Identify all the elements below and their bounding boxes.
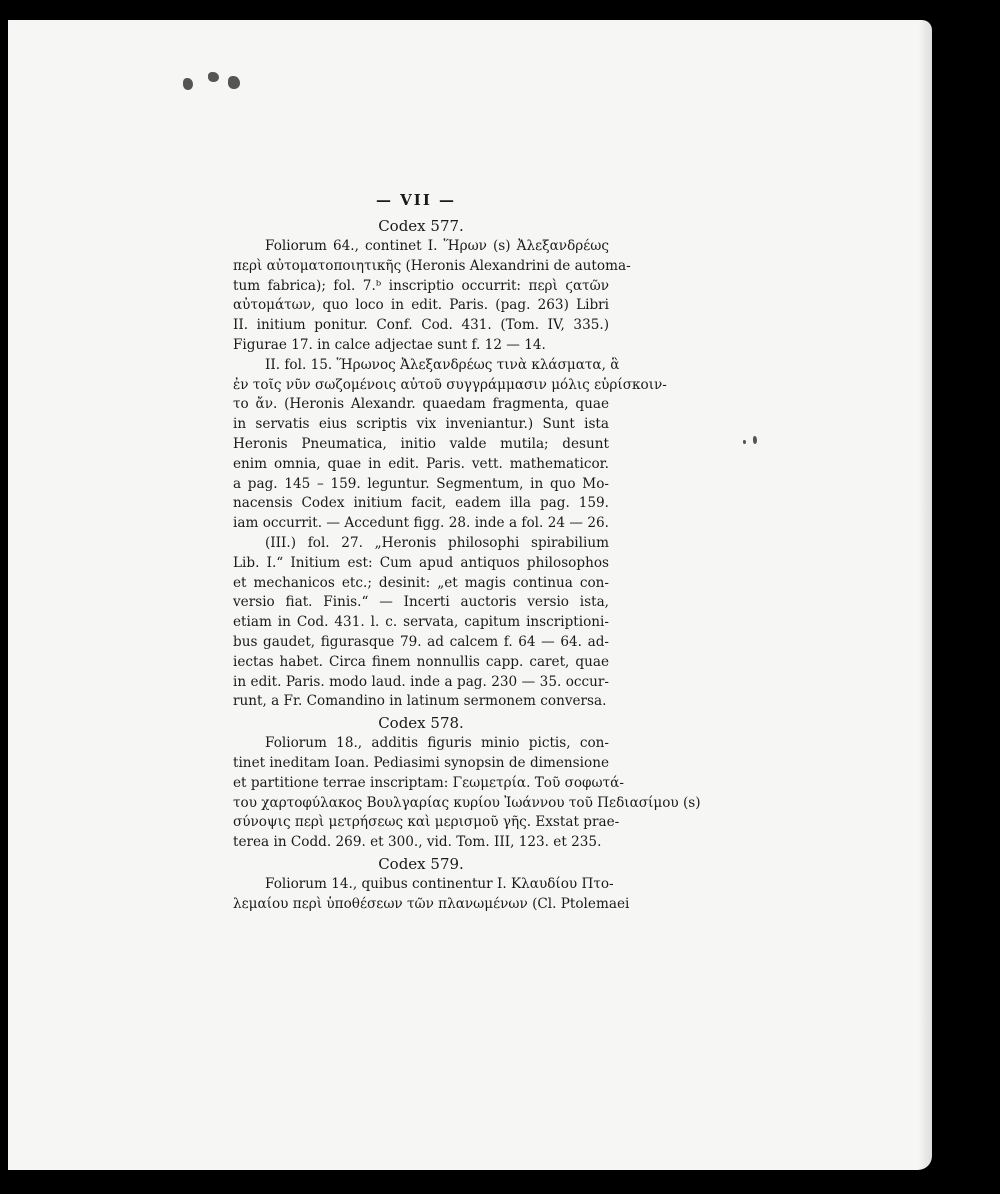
text-line: Heronis Pneumatica, initio valde mutila; desunt <box>233 435 609 452</box>
ink-speck <box>743 440 746 444</box>
book-page <box>8 20 932 1170</box>
text-line: λεμαίου περὶ ὑποθέσεων τῶν πλανωμένων (Cl. Ptolemaei <box>233 895 630 912</box>
text-line: in servatis eius scriptis vix inveniantur.) Sunt ista <box>233 416 609 433</box>
text-line: runt, a Fr. Comandino in latinum sermonem conversa. <box>233 693 607 710</box>
text-line: et mechanicos etc.; desinit: „et magis continua con- <box>233 574 609 591</box>
text-line: tum fabrica); fol. 7.ᵇ inscriptio occurrit: περὶ ϛατῶν <box>233 277 609 294</box>
page-edge-shadow <box>918 20 932 1170</box>
ink-speck <box>753 436 757 444</box>
page-number: — VII — <box>375 191 457 209</box>
text-line: II. initium ponitur. Conf. Cod. 431. (Tom. IV, 335.) <box>233 317 609 334</box>
page-text <box>233 185 701 915</box>
text-line: in edit. Paris. modo laud. inde a pag. 230 — 35. occur- <box>233 673 609 690</box>
ink-speck <box>228 76 240 89</box>
text-line: σύνοψις περὶ μετρήσεως καὶ μερισμοῦ γῆς. Exstat prae- <box>233 814 620 831</box>
text-line: Foliorum 18., additis figuris minio pictis, con- <box>265 735 609 752</box>
text-line: enim omnia, quae in edit. Paris. vett. mathematicor. <box>233 455 609 472</box>
text-line: (III.) fol. 27. „Heronis philosophi spirabilium <box>265 534 609 551</box>
ink-speck <box>183 78 193 90</box>
text-line: terea in Codd. 269. et 300., vid. Tom. III, 123. et 235. <box>233 834 602 851</box>
text-line: bus gaudet, figurasque 79. ad calcem f. 64 — 64. ad- <box>233 633 609 650</box>
text-line: Foliorum 14., quibus continentur I. Κλαυδίου Πτο- <box>265 875 614 892</box>
text-line: Foliorum 64., continet I. Ἥρων (s) Ἀλεξανδρέως <box>265 238 609 254</box>
text-line: του χαρτοφύλακος Βουλγαρίας κυρίου Ἰωάννου τοῦ Πεδιασίμου (s) <box>233 794 701 811</box>
text-line: etiam in Cod. 431. l. c. servata, capitum inscriptioni- <box>233 614 609 631</box>
text-line: Lib. I.“ Initium est: Cum apud antiquos philosophos <box>233 554 609 571</box>
text-line: et partitione terrae inscriptam: Γεωμετρία. Τοῦ σοφωτά- <box>233 774 624 791</box>
text-line: iectas habet. Circa finem nonnullis capp. caret, quae <box>233 653 609 670</box>
text-line: το ἄν. (Heronis Alexandr. quaedam fragmenta, quae <box>233 396 609 413</box>
text-line: tinet ineditam Ioan. Pediasimi synopsin de dimensione <box>233 754 609 771</box>
text-line: περὶ αὐτοματοποιητικῆς (Heronis Alexandrini de automa- <box>233 257 631 274</box>
text-line: ἐν τοῖς νῦν σωζομένοις αὐτοῦ συγγράμμασιν μόλις εὑρίσκοιν- <box>233 376 667 393</box>
text-line: Figurae 17. in calce adjectae sunt f. 12 — 14. <box>233 336 546 353</box>
text-line: nacensis Codex initium facit, eadem illa pag. 159. <box>233 495 609 512</box>
codex-heading: Codex 579. <box>378 854 464 873</box>
text-line: αὐτομάτων, quo loco in edit. Paris. (pag. 263) Libri <box>233 297 609 314</box>
ink-speck <box>208 72 219 82</box>
text-line: versio fiat. Finis.“ — Incerti auctoris versio ista, <box>233 594 609 611</box>
text-line: II. fol. 15. Ἥρωνος Ἀλεξανδρέως τινὰ κλάσματα, ἃ <box>265 356 620 373</box>
codex-heading: Codex 577. <box>378 217 464 235</box>
text-line: iam occurrit. — Accedunt figg. 28. inde a fol. 24 — 26. <box>233 515 609 532</box>
codex-heading: Codex 578. <box>378 714 464 733</box>
text-line: a pag. 145 – 159. leguntur. Segmentum, in quo Mo- <box>233 475 609 492</box>
